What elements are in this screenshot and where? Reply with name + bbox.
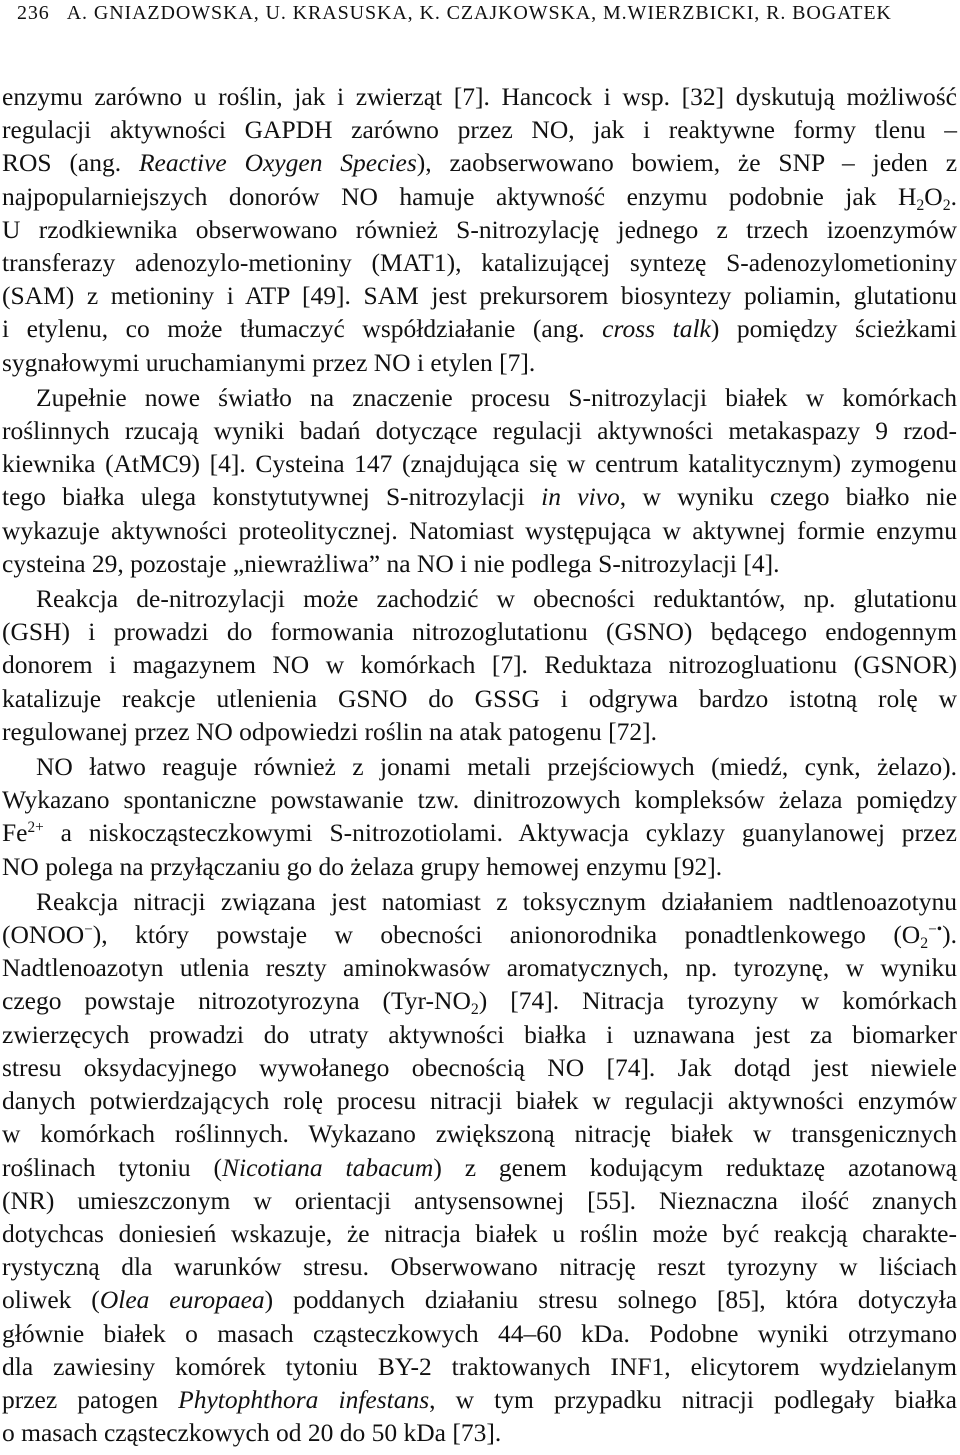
text-run: ). <box>942 920 957 950</box>
paragraph <box>2 80 957 379</box>
text-line <box>2 816 957 849</box>
text-run: Reakcja de-nitrozylacji może zachodzić w obecności reduktantów, np. glutationu <box>36 584 957 614</box>
text-line <box>2 80 957 113</box>
text-run: sygnałowymi uruchamianymi przez NO i etylen [7]. <box>2 347 536 377</box>
text-line <box>2 1151 957 1184</box>
text-run: ROS (ang. <box>2 148 139 178</box>
text-line <box>2 750 957 783</box>
text-run: (GSH) i prowadzi do formowania nitrozoglutationu (GSNO) będącego endogennym <box>2 617 957 647</box>
article-body <box>2 80 957 1449</box>
text-run: roślinnych rzucają wyniki badań dotyczące regulacji aktywności metakaspazy 9 rzod- <box>2 416 957 446</box>
text-line <box>2 1383 957 1416</box>
text-line <box>2 246 957 279</box>
text-run: katalizuje reakcje utlenienia GSNO do GSSG i odgrywa bardzo istotną rolę w <box>2 683 957 713</box>
text-run: i etylenu, co może tłumaczyć współdziałanie (ang. <box>2 314 603 344</box>
text-line <box>2 1084 957 1117</box>
text-line <box>2 1416 957 1449</box>
text-run: . <box>950 181 957 211</box>
text-run: NO łatwo reaguje również z jonami metali przejściowych (miedź, cynk, żelazo). <box>36 752 957 782</box>
text-line <box>2 1018 957 1051</box>
text-line <box>2 480 957 513</box>
text-line <box>2 715 957 748</box>
text-line <box>2 850 957 883</box>
text-run: Nadtlenoazotyn utlenia reszty aminokwasów aromatycznych, np. tyrozynę, w wyniku <box>2 953 957 983</box>
text-run: ) pomiędzy ścieżkami <box>710 314 958 344</box>
text-line <box>2 1317 957 1350</box>
text-run: czego powstaje nitrozotyrozyna (Tyr-NO <box>2 986 471 1016</box>
text-run: tego białka ulega konstytutywnej S-nitrozylacji <box>2 482 542 512</box>
text-run: ) [74]. Nitracja tyrozyny w komórkach <box>478 986 957 1016</box>
text-line <box>2 346 957 379</box>
italic-term: Nicotiana tabacum <box>222 1152 434 1182</box>
text-line <box>2 1350 957 1383</box>
subscript: 2 <box>916 196 925 214</box>
text-run: O <box>924 181 943 211</box>
text-run: wykazuje aktywności proteolitycznej. Natomiast występująca w aktywnej formie enzymu <box>2 515 957 545</box>
text-run: ), który powstaje w obecności anionorodnika ponadtlenkowego (O <box>92 920 921 950</box>
text-run: enzymu zarówno u roślin, jak i zwierząt [7]. Hancock i wsp. [32] dyskutują możliwość <box>2 82 957 111</box>
text-line <box>2 984 957 1017</box>
text-line <box>2 213 957 246</box>
text-line <box>2 1051 957 1084</box>
running-head-authors: A. GNIAZDOWSKA, U. KRASUSKA, K. CZAJKOWSKA, M.WIERZBICKI, R. BOGATEK <box>66 2 892 24</box>
text-run: Fe <box>2 818 28 848</box>
text-run: Zupełnie nowe światło na znaczenie procesu S-nitrozylacji białek w komórkach <box>36 382 957 412</box>
text-line <box>2 682 957 715</box>
text-line <box>2 146 957 179</box>
text-run: cysteina 29, pozostaje „niewrażliwa” na NO i nie podlega S-nitrozylacji [4]. <box>2 548 780 578</box>
text-run: regulacji aktywności GAPDH zarówno przez NO, jak i reaktywne formy tlenu – <box>2 115 957 145</box>
text-run: ) poddanych działaniu stresu solnego [85], która dotyczyła <box>264 1285 958 1315</box>
text-run: przez patogen <box>2 1384 179 1414</box>
text-run: a niskocząsteczkowymi S-nitrozotiolami. Aktywacja cyklazy guanylanowej przez <box>43 818 957 848</box>
text-line <box>2 279 957 312</box>
italic-term: Olea europaea <box>99 1285 265 1315</box>
text-run: kiewnika (AtMC9) [4]. Cysteina 147 (znajdująca się w centrum katalitycznym) zymogenu <box>2 449 957 479</box>
text-line <box>2 180 957 213</box>
italic-term: cross talk <box>602 314 711 344</box>
text-run: rystyczną dla warunków stresu. Obserwowano nitrację reszt tyrozyny w liściach <box>2 1252 957 1282</box>
text-run: NO polega na przyłączaniu go do żelaza grupy hemowej enzymu [92]. <box>2 851 723 881</box>
text-line <box>2 1283 957 1316</box>
text-line <box>2 414 957 447</box>
text-run: , w tym przypadku nitracji podlegały białka <box>429 1384 957 1414</box>
page-number: 236 <box>17 2 50 24</box>
text-run: ), zaobserwowano bowiem, że SNP – jeden z <box>416 148 958 178</box>
text-run: dla zawiesiny komórek tytoniu BY-2 traktowanych INF1, elicytorem wydzielanym <box>2 1351 957 1381</box>
text-run: o masach cząsteczkowych od 20 do 50 kDa [73]. <box>2 1418 502 1448</box>
text-line <box>2 951 957 984</box>
text-run: Reakcja nitracji związana jest natomiast z toksycznym działaniem nadtlenoazotynu <box>36 886 957 916</box>
running-head <box>17 0 892 26</box>
italic-term: Phytophthora infestans <box>178 1384 430 1414</box>
text-run: danych potwierdzających rolę procesu nitracji białek w regulacji aktywności enzymów <box>2 1086 957 1116</box>
paragraph <box>2 885 957 1449</box>
text-line <box>2 547 957 580</box>
text-run: (SAM) z metioniny i ATP [49]. SAM jest prekursorem biosyntezy poliamin, glutationu <box>2 281 957 311</box>
text-line <box>2 514 957 547</box>
text-run: Wykazano spontaniczne powstawanie tzw. dinitrozowych kompleksów żelaza pomiędzy <box>2 785 957 815</box>
text-line <box>2 1217 957 1250</box>
text-run: oliwek ( <box>2 1285 100 1315</box>
text-run: transferazy adenozylo-metioniny (MAT1), katalizującej syntezę S-adenozylometioniny <box>2 248 957 278</box>
text-run: w komórkach roślinnych. Wykazano zwiększoną nitrację białek w transgenicznych <box>2 1119 957 1149</box>
text-run: stresu oksydacyjnego wywołanego obecnością NO [74]. Jak dotąd jest niewiele <box>2 1052 957 1082</box>
superscript: 2+ <box>27 819 44 837</box>
paragraph <box>2 381 957 580</box>
text-line <box>2 885 957 918</box>
text-run: , w wyniku czego białko nie <box>619 482 958 512</box>
text-line <box>2 1184 957 1217</box>
superscript: − <box>84 920 93 938</box>
text-run: donorem i magazynem NO w komórkach [7]. Reduktaza nitrozogluationu (GSNOR) <box>2 650 957 680</box>
text-run: zwierzęcych prowadzi do utraty aktywności białka i uznawana jest za biomarker <box>2 1019 957 1049</box>
text-run: U rzodkiewnika obserwowano również S-nitrozylację jednego z trzech izoenzymów <box>2 214 957 244</box>
text-line <box>2 113 957 146</box>
text-run: głównie białek o masach cząsteczkowych 44–60 kDa. Podobne wyniki otrzymano <box>2 1318 957 1348</box>
subscript: 2 <box>920 935 929 953</box>
text-line <box>2 615 957 648</box>
subscript: 2 <box>470 1001 479 1019</box>
italic-term: Reactive Oxygen Species <box>138 148 417 178</box>
text-run: roślinach tytoniu ( <box>2 1152 223 1182</box>
text-run: ) z genem kodującym reduktazę azotanową <box>433 1152 957 1182</box>
text-run: (NR) umieszczonym w orientacji antysensownej [55]. Nieznaczna ilość znanych <box>2 1185 957 1215</box>
text-run: dotychcas doniesień wskazuje, że nitracja białek u roślin może być reakcją charakte- <box>2 1218 957 1248</box>
text-line <box>2 1250 957 1283</box>
paragraph <box>2 750 957 883</box>
text-run: najpopularniejszych donorów NO hamuje aktywność enzymu podobnie jak H <box>2 181 917 211</box>
text-line <box>2 783 957 816</box>
text-line <box>2 312 957 345</box>
text-line <box>2 1117 957 1150</box>
paragraph <box>2 582 957 748</box>
superscript: −• <box>928 920 943 938</box>
text-line <box>2 381 957 414</box>
text-line <box>2 918 957 951</box>
italic-term: in vivo <box>541 482 620 512</box>
text-run: (ONOO <box>2 920 85 950</box>
subscript: 2 <box>942 196 951 214</box>
text-line <box>2 648 957 681</box>
text-line <box>2 582 957 615</box>
text-line <box>2 447 957 480</box>
text-run: regulowanej przez NO odpowiedzi roślin na atak patogenu [72]. <box>2 716 657 746</box>
